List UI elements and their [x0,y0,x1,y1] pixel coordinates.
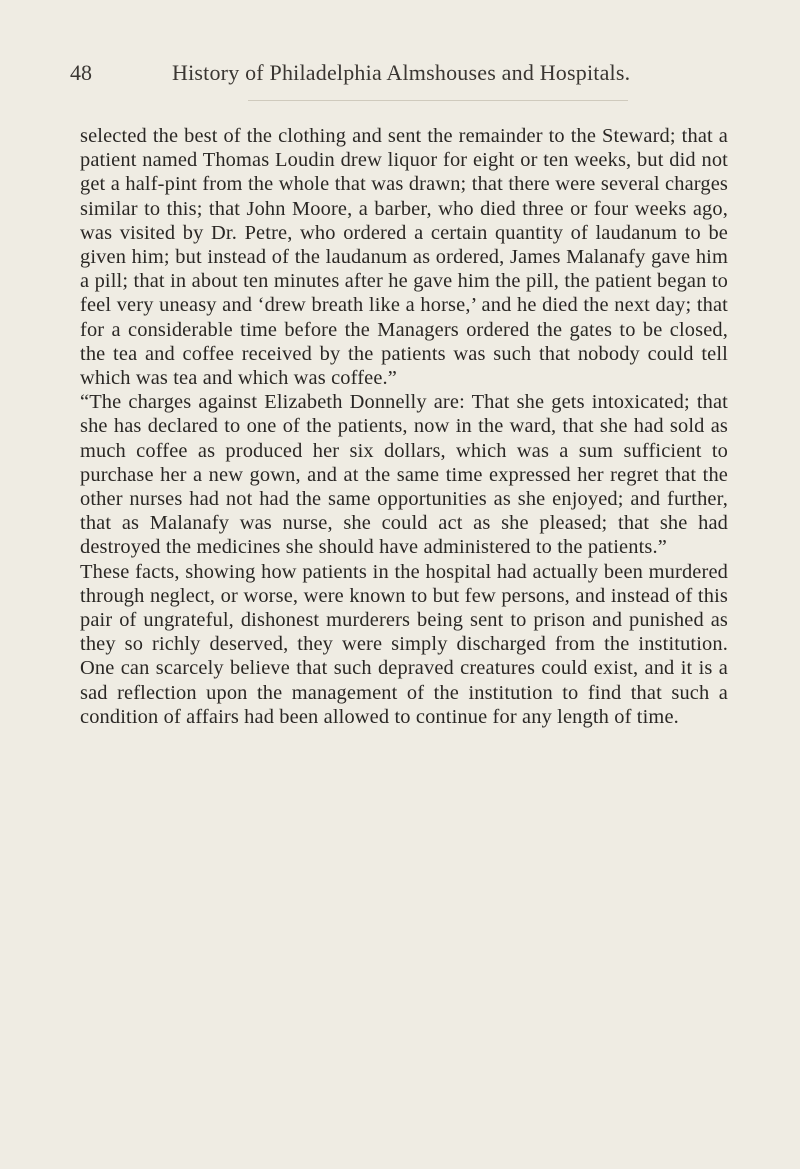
running-title: History of Philadelphia Almshouses and Hospitals. [172,60,631,85]
header-rule [248,100,628,101]
body-text [80,124,728,729]
paragraph-1: selected the best of the clothing and sent the remainder to the Steward; that a patient named Thomas Loudin drew liquor for eight or ten weeks, but did not get a half-pint from the whole that was drawn; that there were several charges similar to this; that John Moore, a barber, who died three or four weeks ago, was visited by Dr. Petre, who ordered a certain quantity of laudanum to be given him; but instead of the laudanum as ordered, James Malanafy gave him a pill; that in about ten minutes after he gave him the pill, the patient began to feel very uneasy and ‘drew breath like a horse,’ and he died the next day; that for a considerable time before the Managers ordered the gates to be closed, the tea and coffee received by the patients was such that nobody could tell which was tea and which was coffee.” [80,125,728,390]
running-head [70,60,750,92]
page-number: 48 [70,60,92,85]
paragraph-3: These facts, showing how patients in the hospital had actually been murdered through neglect, or worse, were known to but few persons, and instead of this pair of ungrateful, dishonest murderers being sent to prison and punished as they so richly deserved, they were simply discharged from the institution. One can scarcely believe that such depraved creatures could exist, and it is a sad reflection upon the management of the institution to find that such a condition of affairs had been allowed to continue for any length of time. [80,560,728,728]
paragraph-2: “The charges against Elizabeth Donnelly are: That she gets intoxicated; that she has declared to one of the patients, now in the ward, that she had sold as much coffee as produced her six dollars, which was a sum sufficient to purchase her a new gown, and at the same time expressed her regret that the other nurses had not had the same opportunities as she enjoyed; and further, that as Malanafy was nurse, she could act as she pleased; that she had destroyed the medicines she should have administered to the patients.” [80,391,728,559]
